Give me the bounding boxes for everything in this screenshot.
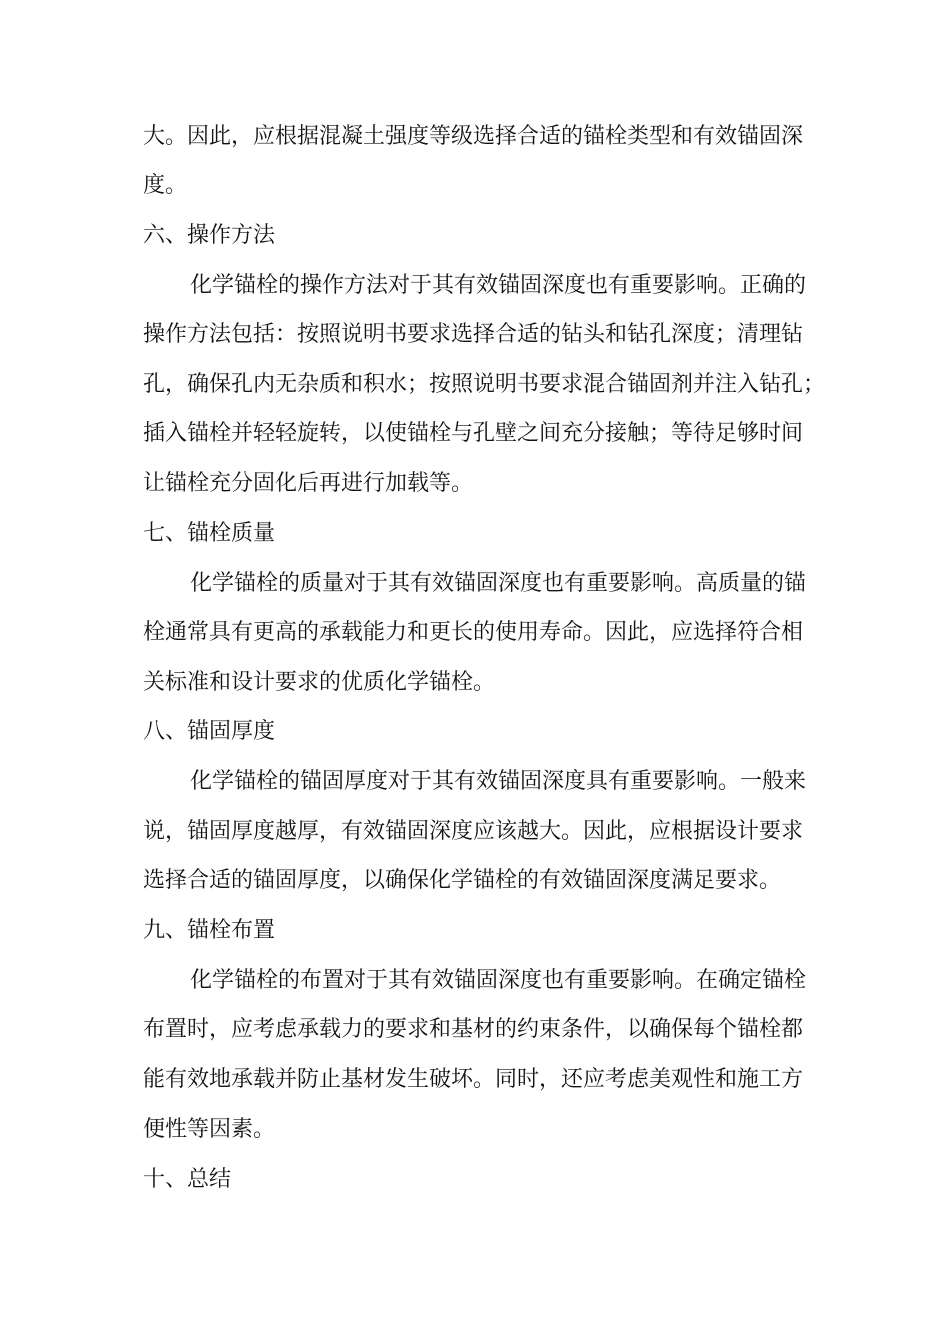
paragraph-line: 度。	[143, 173, 188, 198]
paragraph-line: 便性等因素。	[143, 1117, 276, 1142]
paragraph-line: 选择合适的锚固厚度，以确保化学锚栓的有效锚固深度满足要求。	[143, 868, 782, 893]
paragraph-line: 化学锚栓的锚固厚度对于其有效锚固深度具有重要影响。一般来	[190, 769, 807, 794]
section-heading: 八、锚固厚度	[143, 719, 276, 744]
section-heading: 六、操作方法	[143, 223, 276, 248]
paragraph-line: 说，锚固厚度越厚，有效锚固深度应该越大。因此，应根据设计要求	[143, 819, 804, 844]
paragraph-line: 布置时，应考虑承载力的要求和基材的约束条件，以确保每个锚栓都	[143, 1017, 804, 1042]
paragraph-line: 化学锚栓的质量对于其有效锚固深度也有重要影响。高质量的锚	[190, 571, 807, 596]
paragraph-line: 能有效地承载并防止基材发生破坏。同时，还应考虑美观性和施工方	[143, 1067, 804, 1092]
paragraph-line: 插入锚栓并轻轻旋转，以使锚栓与孔壁之间充分接触；等待足够时间	[143, 421, 804, 446]
section-heading: 十、总结	[143, 1167, 232, 1192]
paragraph-line: 关标准和设计要求的优质化学锚栓。	[143, 670, 496, 695]
paragraph-line: 栓通常具有更高的承载能力和更长的使用寿命。因此，应选择符合相	[143, 620, 804, 645]
section-heading: 七、锚栓质量	[143, 521, 276, 546]
paragraph-line: 孔，确保孔内无杂质和积水；按照说明书要求混合锚固剂并注入钻孔；	[143, 372, 826, 397]
paragraph-line: 大。因此，应根据混凝土强度等级选择合适的锚栓类型和有效锚固深	[143, 124, 804, 149]
paragraph-line: 让锚栓充分固化后再进行加载等。	[143, 471, 474, 496]
paragraph-line: 化学锚栓的操作方法对于其有效锚固深度也有重要影响。正确的	[190, 273, 807, 298]
section-heading: 九、锚栓布置	[143, 918, 276, 943]
paragraph-line: 操作方法包括：按照说明书要求选择合适的钻头和钻孔深度；清理钻	[143, 322, 804, 347]
paragraph-line: 化学锚栓的布置对于其有效锚固深度也有重要影响。在确定锚栓	[190, 968, 807, 993]
